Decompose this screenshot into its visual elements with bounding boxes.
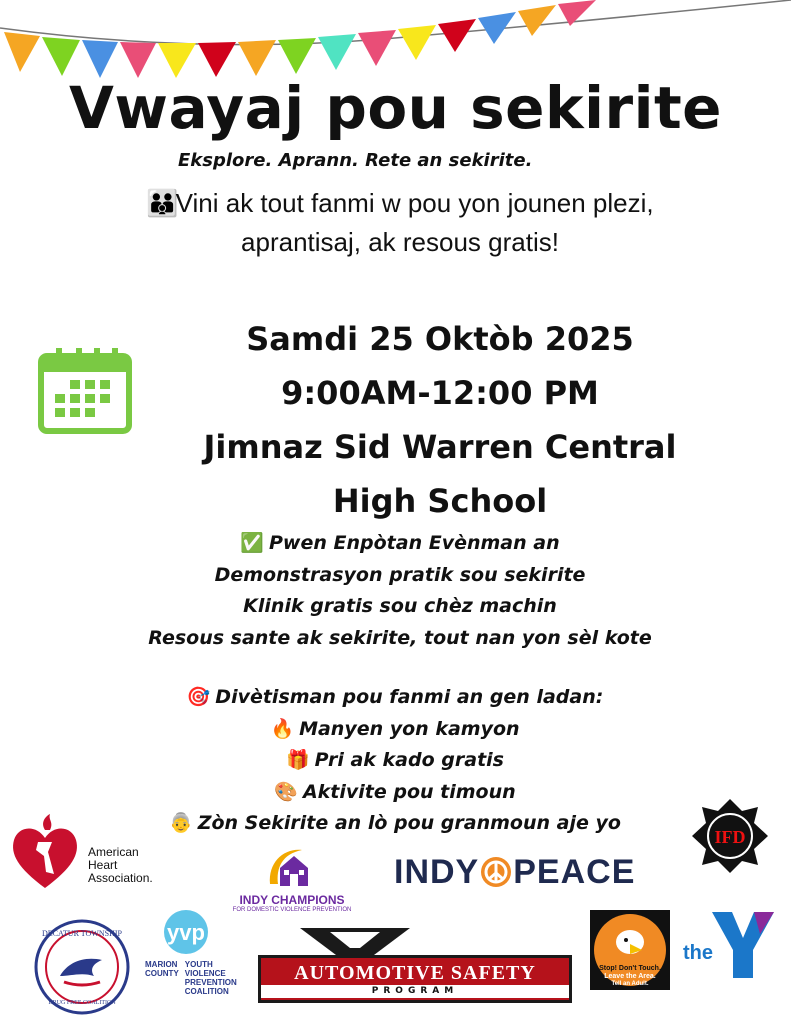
yvp-line: COUNTY	[145, 969, 179, 978]
automotive-safety-title: AUTOMOTIVE SAFETY	[294, 962, 536, 984]
svg-text:IFD: IFD	[714, 827, 746, 847]
decatur-township-logo	[32, 918, 132, 1016]
fun-list	[100, 682, 690, 840]
tagline: Eksplore. Aprann. Rete an sekirite.	[178, 150, 533, 171]
check-icon: ✅	[240, 532, 265, 554]
intro-line-2: aprantisaj, ak resous gratis!	[241, 227, 559, 257]
eddie-eagle-logo	[590, 910, 670, 990]
aha-line: Association.	[88, 871, 153, 885]
yvp-logo	[160, 908, 212, 958]
bunting-decoration	[0, 0, 791, 80]
event-date: Samdi 25 Oktòb 2025	[246, 320, 634, 358]
svg-text:DRUG FREE COALITION: DRUG FREE COALITION	[48, 1000, 116, 1006]
indy-peace-right: PEACE	[513, 853, 636, 891]
american-heart-association-logo	[10, 812, 80, 892]
aha-line: American	[88, 845, 139, 859]
intro-line-1: Vini ak tout fanmi w pou yon jounen plezi,	[175, 188, 654, 218]
older-woman-icon: 👵	[169, 812, 193, 834]
event-details	[180, 312, 700, 528]
indy-champions-name: INDY CHAMPIONS	[239, 893, 345, 907]
indy-champions-logo	[262, 844, 322, 892]
ymca-logo	[708, 908, 778, 982]
svg-text:yvp: yvp	[167, 920, 205, 945]
event-location-2: High School	[332, 482, 548, 520]
indy-champions-sub: FOR DOMESTIC VIOLENCE PREVENTION	[232, 907, 352, 913]
page-title: Vwayaj pou sekirite	[68, 74, 723, 142]
svg-text:Tell an Adult.: Tell an Adult.	[611, 981, 649, 987]
fire-icon: 🔥	[270, 717, 295, 740]
indy-peace-logo	[394, 853, 635, 892]
gift-icon: 🎁	[286, 749, 310, 771]
highlight-item: Klinik gratis sou chèz machin	[243, 595, 557, 617]
yvp-text	[145, 960, 237, 996]
event-time: 9:00AM-12:00 PM	[281, 374, 599, 412]
yvp-line: COALITION	[184, 987, 229, 996]
yvp-line: MARION	[145, 960, 178, 969]
intro-text	[50, 184, 750, 262]
yvp-line: PREVENTION	[184, 978, 237, 987]
event-location-1: Jimnaz Sid Warren Central	[203, 428, 677, 466]
peace-icon	[481, 857, 511, 887]
aha-line: Heart	[88, 858, 118, 872]
aha-text	[88, 846, 153, 885]
automotive-safety-logo	[258, 955, 572, 1003]
highlight-item: Pwen Enpòtan Evènman an	[269, 532, 560, 554]
fun-item: Aktivite pou timoun	[302, 780, 516, 803]
highlights-list	[80, 528, 720, 654]
palette-icon: 🎨	[274, 780, 298, 803]
svg-text:Stop! Don't Touch.: Stop! Don't Touch.	[599, 965, 661, 972]
highlight-item: Resous sante ak sekirite, tout nan yon sèl kote	[148, 626, 652, 649]
family-icon: 👪	[146, 188, 179, 218]
indy-peace-left: INDY	[394, 853, 480, 891]
calendar-icon	[38, 346, 132, 434]
target-icon: 🎯	[186, 686, 211, 708]
automotive-safety-sub: PROGRAM	[261, 985, 569, 998]
yvp-line: VIOLENCE	[184, 969, 226, 978]
fire-department-logo	[688, 795, 772, 877]
yvp-line: YOUTH	[184, 960, 213, 969]
ymca-word: the	[683, 942, 713, 964]
fun-item: Manyen yon kamyon	[299, 717, 520, 740]
svg-text:DECATUR TOWNSHIP: DECATUR TOWNSHIP	[42, 929, 122, 938]
svg-text:Leave the Area.: Leave the Area.	[604, 973, 656, 980]
fun-item: Pri ak kado gratis	[314, 749, 504, 771]
highlight-item: Demonstrasyon pratik sou sekirite	[214, 563, 586, 586]
fun-item: Zòn Sekirite an lò pou granmoun aje yo	[197, 812, 621, 834]
fun-heading: Divètisman pou fanmi an gen ladan:	[215, 686, 604, 708]
automotive-safety-emblem	[300, 928, 410, 958]
